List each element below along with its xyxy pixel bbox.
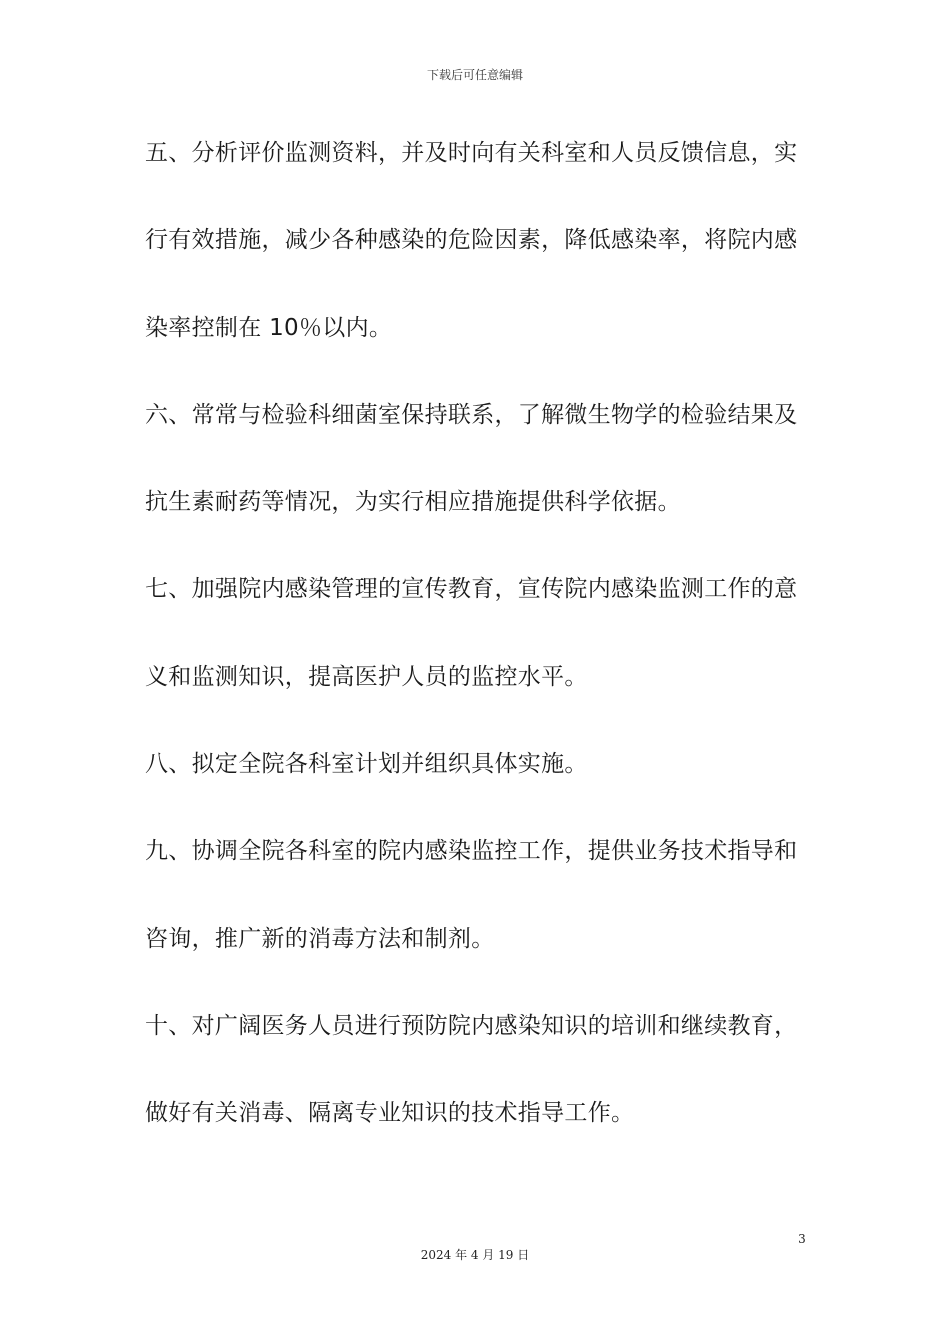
page-number: 3: [798, 1232, 806, 1246]
body-line: 五、分析评价监测资料，并及时向有关科室和人员反馈信息，实: [145, 140, 798, 166]
body-line: 咨询，推广新的消毒方法和制剂。: [145, 925, 495, 952]
body-line: 十、对广阔医务人员进行预防院内感染知识的培训和继续教育，: [145, 1012, 798, 1039]
body-line: 六、常常与检验科细菌室保持联系，了解微生物学的检验结果及: [145, 401, 798, 428]
document-body: [145, 123, 805, 1171]
body-line: 八、拟定全院各科室计划并组织具体实施。: [145, 751, 588, 778]
body-line: 抗生素耐药等情况，为实行相应措施提供科学依据。: [145, 489, 681, 516]
body-line: 做好有关消毒、隔离专业知识的技术指导工作。: [145, 1100, 635, 1127]
body-line: 义和监测知识，提高医护人员的监控水平。: [145, 663, 588, 690]
body-line: 九、协调全院各科室的院内感染监控工作，提供业务技术指导和: [145, 838, 798, 865]
body-line: 行有效措施，减少各种感染的危险因素，降低感染率，将院内感: [145, 227, 798, 254]
body-line: 染率控制在 10％以内。: [145, 314, 393, 341]
footer-date: 2024 年 4 月 19 日: [420, 1248, 530, 1262]
page-header: 下载后可任意编辑: [426, 68, 523, 82]
body-line: 七、加强院内感染管理的宣传教育，宣传院内感染监测工作的意: [145, 576, 798, 603]
